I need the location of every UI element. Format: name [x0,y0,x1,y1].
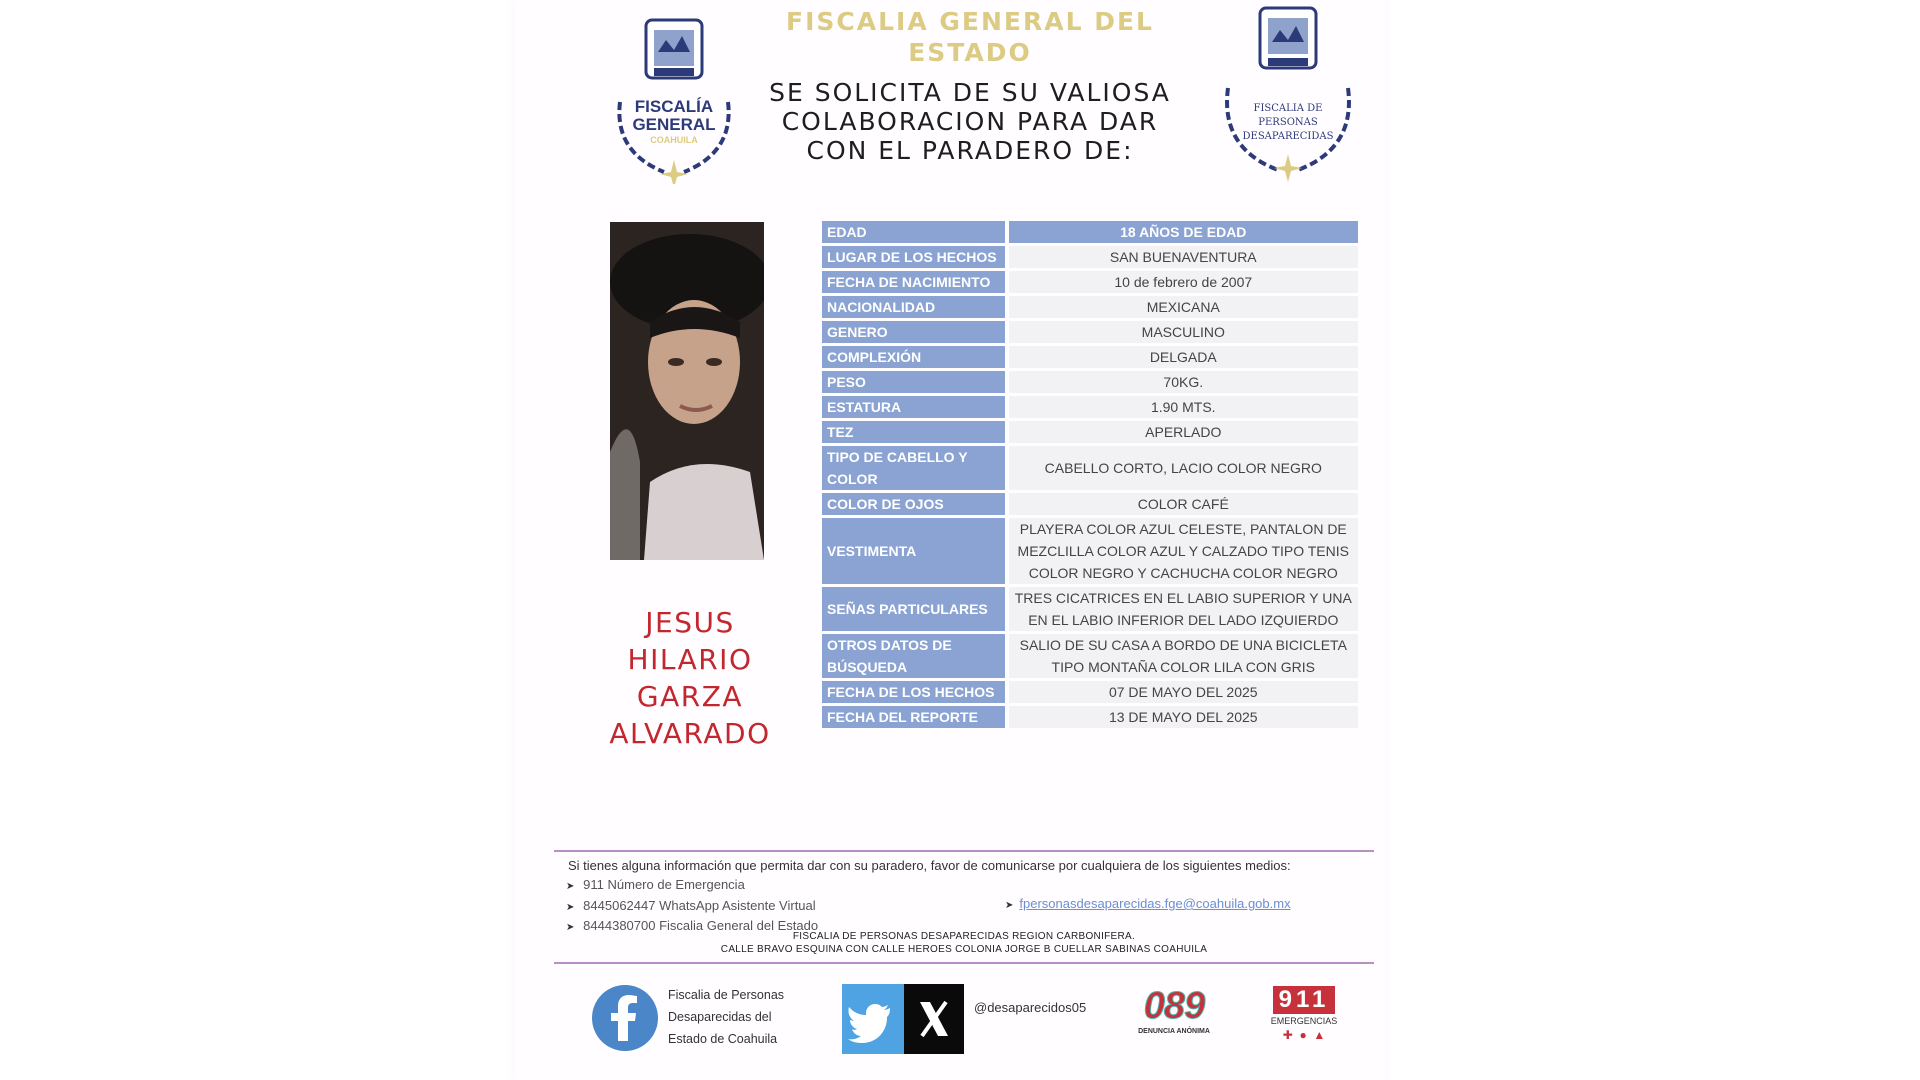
agency-title: FISCALIA GENERAL DEL ESTADO [786,7,1154,67]
contact-item: ➤ 8445062447 WhatsApp Asistente Virtual [566,897,818,918]
name-line: JESUS [645,606,735,639]
detail-value: TRES CICATRICES EN EL LABIO SUPERIOR Y UNA EN EL LABIO INFERIOR DEL LADO IZQUIERDO [1005,587,1358,631]
detail-value: APERLADO [1005,421,1358,443]
details-row [822,221,1358,243]
detail-label: COLOR DE OJOS [822,493,1005,515]
office-address [554,930,1374,956]
facebook-page-name [668,984,784,1050]
divider [554,962,1374,964]
seal-left-line: GENERAL [632,115,716,134]
request-heading: SE SOLICITA DE SU VALIOSA COLABORACION PARA DAR CON EL PARADERO DE: [769,78,1171,165]
detail-value: SALIO DE SU CASA A BORDO DE UNA BICICLETA TIPO MONTAÑA COLOR LILA CON GRIS [1005,634,1358,678]
contact-item: ➤ 8444380700 Fiscalia General del Estado [566,917,818,938]
emergency-icons: ✚ ● ▲ [1282,1028,1326,1042]
personas-desaparecidas-seal [1208,2,1368,184]
detail-label: EDAD [822,221,1005,243]
details-row [822,321,1358,343]
office-street: CALLE BRAVO ESQUINA CON CALLE HEROES COLONIA JORGE B CUELLAR SABINAS COAHUILA [720,944,1208,955]
denuncia-number: 089 [1143,985,1205,1027]
person-photo [610,222,764,560]
seal-right-line: FISCALIA DE [1253,103,1323,114]
detail-label: FECHA DEL REPORTE [822,706,1005,728]
detail-value: 18 AÑOS DE EDAD [1005,221,1358,243]
seal-right-line: DESAPARECIDAS [1242,131,1334,142]
details-row [822,296,1358,318]
detail-label: FECHA DE NACIMIENTO [822,271,1005,293]
details-row [822,587,1358,631]
detail-label: OTROS DATOS DE BÚSQUEDA [822,634,1005,678]
details-row [822,681,1358,703]
seal-right-line: PERSONAS [1258,117,1318,128]
detail-value: 1.90 MTS. [1005,396,1358,418]
detail-value: MEXICANA [1005,296,1358,318]
details-row [822,371,1358,393]
detail-label: COMPLEXIÓN [822,346,1005,368]
detail-label: PESO [822,371,1005,393]
facebook-line: Fiscalia de Personas [668,988,785,1002]
details-row [822,518,1358,584]
details-row [822,246,1358,268]
911-emergencias-logo [1262,986,1346,1048]
detail-label: NACIONALIDAD [822,296,1005,318]
detail-value: 10 de febrero de 2007 [1005,271,1358,293]
contact-list [566,876,818,938]
emergency-label: EMERGENCIAS [1270,1016,1338,1026]
x-icon[interactable] [904,984,964,1054]
seal-left-line: FISCALÍA [634,97,714,116]
detail-label: FECHA DE LOS HECHOS [822,681,1005,703]
details-row [822,446,1358,490]
person-name [590,604,790,752]
name-line: GARZA [636,680,744,713]
detail-value: 13 DE MAYO DEL 2025 [1005,706,1358,728]
contact-item: ➤ 911 Número de Emergencia [566,876,818,897]
facebook-icon[interactable] [592,985,658,1051]
detail-value: SAN BUENAVENTURA [1005,246,1358,268]
details-row [822,421,1358,443]
denuncia-label: DENUNCIA ANÓNIMA [1138,1028,1210,1035]
detail-value: 70KG. [1005,371,1358,393]
detail-value: CABELLO CORTO, LACIO COLOR NEGRO [1005,446,1358,490]
detail-value: COLOR CAFÉ [1005,493,1358,515]
facebook-line: Estado de Coahuila [668,1032,778,1046]
details-row [822,493,1358,515]
details-row [822,346,1358,368]
email-text[interactable]: fpersonasdesaparecidas.fge@coahuila.gob.mx [1019,896,1291,911]
detail-label: SEÑAS PARTICULARES [822,587,1005,631]
seal-left-line: COAHUILA [650,135,698,145]
detail-value: MASCULINO [1005,321,1358,343]
details-row [822,271,1358,293]
details-row [822,634,1358,678]
detail-label: ESTATURA [822,396,1005,418]
detail-value: PLAYERA COLOR AZUL CELESTE, PANTALON DE MEZCLILLA COLOR AZUL Y CALZADO TIPO TENIS COLOR NEGRO Y CACHUCHA COLOR NEGRO [1005,518,1358,584]
name-line: HILARIO [627,643,753,676]
email-link[interactable] [1005,896,1291,911]
detail-label: VESTIMENTA [822,518,1005,584]
fiscalia-general-seal [604,12,744,184]
detail-label: TIPO DE CABELLO Y COLOR [822,446,1005,490]
details-row [822,396,1358,418]
twitter-icon[interactable] [842,984,904,1054]
contact-intro: Si tienes alguna información que permita dar con su paradero, favor de comunicarse por cualquiera de los siguientes medios: [568,858,1291,873]
detail-label: LUGAR DE LOS HECHOS [822,246,1005,268]
social-handle[interactable]: @desaparecidos05 [974,1000,1087,1015]
detail-value: 07 DE MAYO DEL 2025 [1005,681,1358,703]
office-name: FISCALIA DE PERSONAS DESAPARECIDAS REGION CARBONIFERA. [792,931,1136,942]
detail-value: DELGADA [1005,346,1358,368]
details-table [822,218,1358,731]
facebook-line: Desaparecidas del [668,1010,772,1024]
detail-label: GENERO [822,321,1005,343]
details-row [822,706,1358,728]
emergency-number: 911 [1273,986,1336,1014]
name-line: ALVARADO [609,717,771,750]
denuncia-anonima-logo [1126,984,1222,1044]
detail-label: TEZ [822,421,1005,443]
divider [554,850,1374,852]
